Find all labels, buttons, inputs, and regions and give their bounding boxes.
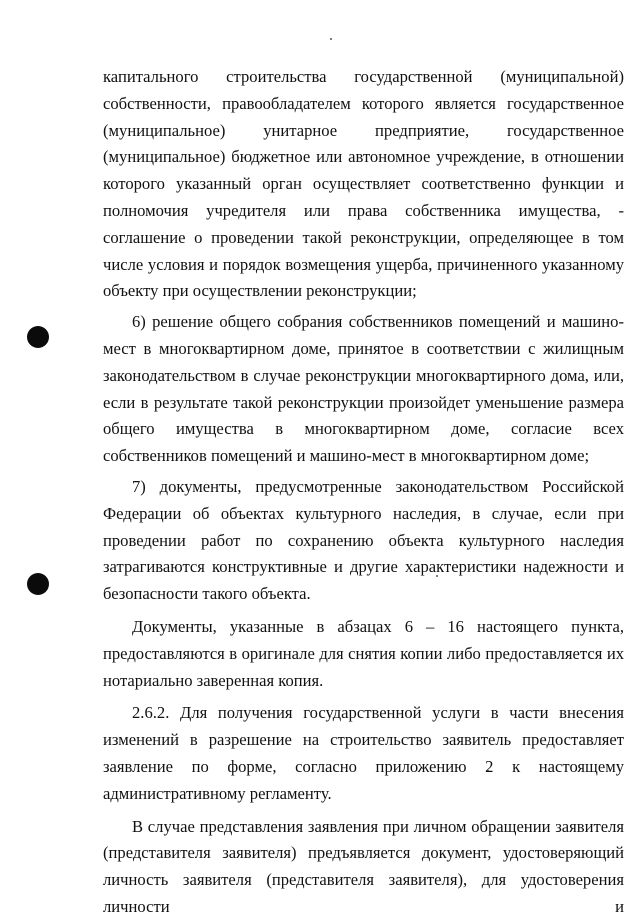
scan-speck (330, 38, 332, 40)
paragraph-item-6: 6) решение общего собрания собственников помещений и машино-мест в многоквартирном доме, принятое в соответствии с жилищным законодательством в случае реконструкции многоквартирного дома, или, если в результате такой реконструкции произойдет уменьшение размера общего имущества в многоквартирном доме, согласие всех собственников помещений и машино-мест в многоквартирном доме; (103, 312, 624, 466)
paragraph-personal-application: В случае представления заявления при личном обращении заявителя (представителя заявителя) предъявляется документ, удостоверяющий личность заявителя (представителя заявителя), для удостоверения личности и (103, 816, 624, 916)
punch-hole-bottom (27, 573, 49, 595)
punch-hole-top (27, 326, 49, 348)
paragraph-2-6-2: 2.6.2. Для получения государственной услуги в части внесения изменений в разрешение на строительство заявитель предоставляет заявление по форме, согласно приложению 2 к настоящему административному регламенту. (103, 703, 624, 803)
paragraph-reconstruction-agreement: капитального строительства государственной (муниципальной) собственности, правообладателем которого является государственное (муниципальное) унитарное предприятие, государственное (муниципальное) бюджетное или автономное учреждение, в отношении которого указанный орган осуществляет соответственно функции и полномочия учредителя или права собственника имущества, - соглашение о проведении такой реконструкции, определяющее в том числе условия и порядок возмещения ущерба, причиненного указанному объекту при осуществлении реконструкции; (103, 67, 624, 301)
paragraph-item-7: 7) документы, предусмотренные законодательством Российской Федерации об объектах культурного наследия, в случае, если при проведении работ по сохранению объекта культурного наследия затрагиваются конструктивные и другие характеристики надежности и безопасности такого объекта. (103, 476, 624, 604)
paragraph-documents-note: Документы, указанные в абзацах 6 – 16 настоящего пункта, предоставляются в оригинале для снятия копии либо предоставляется их нотариально заверенная копия. (103, 616, 624, 690)
document-page (103, 64, 624, 921)
